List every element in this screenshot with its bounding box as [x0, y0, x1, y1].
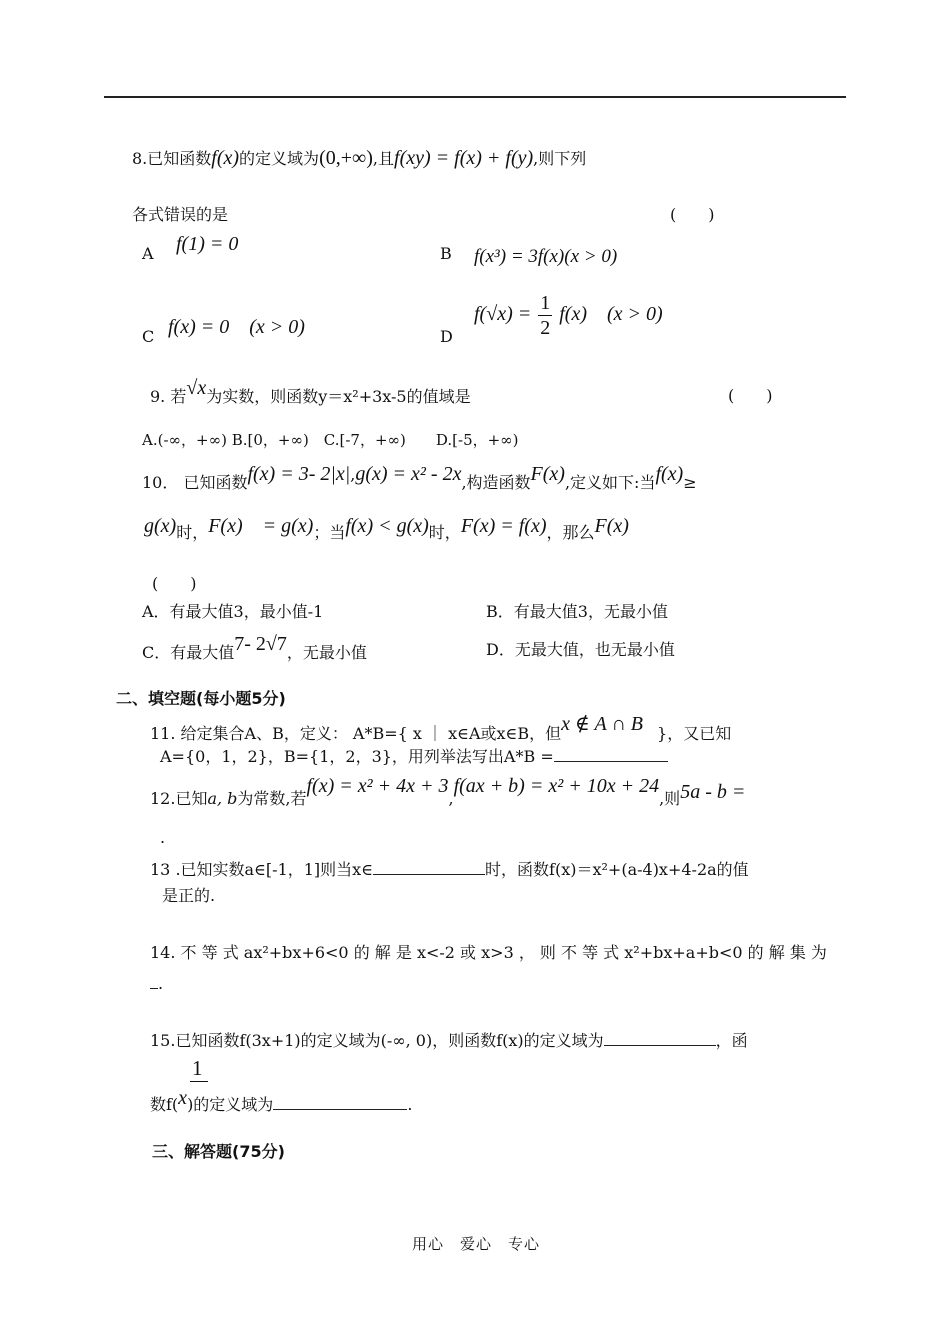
q12-f1: f(x) = x² + 4x + 3	[306, 775, 449, 797]
q15-fraction-bar	[190, 1081, 208, 1082]
q8-option-c: f(x) = 0 (x > 0)	[168, 316, 305, 338]
section-2-title: 二、填空题(每小题5分)	[116, 689, 286, 708]
q15-line1: 15.已知函数f(3x+1)的定义域为(-∞, 0)，则函数f(x)的定义域为 ，函	[150, 1031, 748, 1050]
q8-option-d-fraction: $\frac{1}{2}$	[540, 292, 551, 339]
header-rule	[104, 96, 846, 98]
q10-option-c-expr: 7- 2√7	[234, 633, 287, 655]
q8-stem: 8.已知函数	[132, 149, 212, 168]
q11-line1: 11. 给定集合A、B，定义： A*B={ x ｜ x∈A或x∈B，但x ∉ A ∩ B }，又已知	[150, 713, 732, 743]
q10-option-a: A．有最大值3，最小值-1	[142, 602, 324, 621]
q10-option-d: D．无最大值，也无最小值	[486, 640, 675, 659]
q10-g-def: g(x) = x² - 2x	[355, 463, 462, 485]
q13-line1: 13 .已知实数a∈[-1，1]则当x∈ 时，函数f(x)＝x²+(a-4)x+4-2a的值	[150, 860, 749, 879]
q10-line1: 10． 已知函数f(x) = 3- 2|x|,g(x) = x² - 2x,构造函数F(x),定义如下:当f(x)≥	[142, 463, 697, 492]
q13-answer-blank[interactable]	[373, 858, 485, 875]
q10-bracket: ( )	[152, 574, 197, 593]
q12-dot: .	[160, 828, 166, 847]
q12-f2: f(ax + b) = x² + 10x + 24	[453, 775, 660, 797]
q8-option-d-label: D	[440, 327, 453, 346]
q8-option-c-label: C	[142, 327, 155, 346]
q13-line2: 是正的.	[162, 886, 216, 905]
q10-line2: g(x)时，F(x) = g(x)；当f(x) < g(x)时，F(x) = f(x)，那么F(x)	[144, 515, 629, 542]
q8-line1: 8.已知函数f(x)的定义域为(0,+∞),且f(xy) = f(x) + f(y),则下列	[132, 147, 587, 169]
q14-answer-blank[interactable]	[150, 972, 158, 989]
page-footer: 用心 爱心 专心	[412, 1235, 541, 1253]
q15-answer-blank-1[interactable]	[604, 1029, 716, 1046]
q11-condition: x ∉ A ∩ B	[561, 713, 644, 735]
q9-sqrt: √x	[186, 377, 207, 399]
q8-option-a: f(1) = 0	[176, 233, 239, 255]
q8-bracket: ( )	[670, 205, 715, 224]
section-3-title: 三、解答题(75分)	[152, 1142, 285, 1161]
q10-f-def: f(x) = 3- 2|x|	[247, 463, 351, 485]
q8-option-b-label: B	[440, 244, 452, 263]
q11-line2: A={0，1，2}，B={1，2，3}，用列举法写出A*B =	[160, 745, 668, 766]
q9-line1: 9. 若√x为实数，则函数y＝x²+3x-5的值域是	[150, 377, 471, 406]
q14-line1: 14. 不 等 式 ax²+bx+6<0 的 解 是 x<-2 或 x>3 ， 则 不 等 式 x²+bx+a+b<0 的 解 集 为	[150, 943, 827, 962]
q9-options: A.(-∞，+∞) B.[0，+∞) C.[-7，+∞) D.[-5，+∞)	[142, 431, 519, 449]
q9-bracket: ( )	[728, 386, 773, 405]
q8-fx: f(x)	[211, 147, 240, 169]
q12-line1: 12.已知a, b为常数,若f(x) = x² + 4x + 3,f(ax + b) = x² + 10x + 24,则5a - b =	[150, 775, 746, 808]
q15-fraction-den: x	[178, 1087, 188, 1109]
q11-answer-blank[interactable]	[554, 745, 668, 762]
q8-domain: (0,+∞)	[319, 147, 373, 169]
q15-fraction-num: 1	[192, 1056, 203, 1080]
q10-option-c: C．有最大值7- 2√7，无最小值	[142, 633, 367, 662]
q8-option-a-label: A	[142, 244, 154, 263]
q10-option-b: B．有最大值3，无最小值	[486, 602, 668, 621]
q14-dot: .	[150, 972, 163, 993]
q15-answer-blank-2[interactable]	[273, 1093, 407, 1110]
q8-option-b: f(x³) = 3f(x)(x > 0)	[474, 246, 618, 267]
q8-equation: f(xy) = f(x) + f(y)	[394, 147, 534, 169]
q8-line2: 各式错误的是	[132, 205, 229, 224]
q12-target: 5a - b =	[680, 781, 746, 803]
q8-option-d: f(√x) = $\frac{1}{2}$ f(x) (x > 0)	[474, 292, 663, 339]
q15-line2: 数f(x)的定义域为 .	[150, 1087, 413, 1114]
